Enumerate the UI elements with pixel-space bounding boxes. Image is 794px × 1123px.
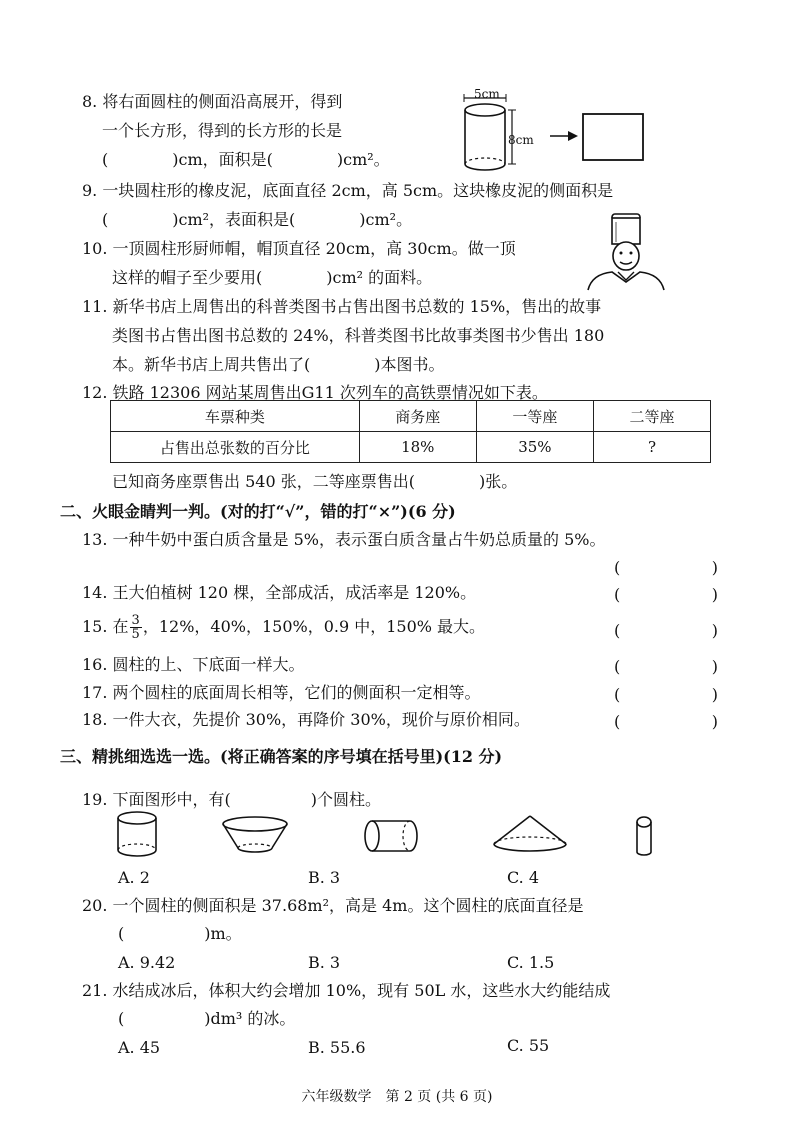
paren-close: ) xyxy=(711,558,718,577)
q20-line2: ( )m。 xyxy=(118,924,242,943)
paren-open: ( xyxy=(614,657,621,676)
cylinder-shape xyxy=(118,812,156,856)
section2-title: 二、火眼金睛判一判。(对的打“√”，错的打“×”)(6 分) xyxy=(60,502,456,521)
cone-shape xyxy=(494,816,566,851)
q14-text: 14. 王大伯植树 120 棵，全部成活，成活率是 120%。 xyxy=(82,583,477,602)
q21-line1: 21. 水结成冰后，体积大约会增加 10%，现有 50L 水，这些水大约能结成 xyxy=(82,981,611,1000)
q11-line1: 11. 新华书店上周售出的科普类图书占售出图书总数的 15%，售出的故事 xyxy=(82,297,602,316)
paren-close: ) xyxy=(711,585,718,604)
paren-close: ) xyxy=(711,712,718,731)
q20-option-c[interactable]: C. 1.5 xyxy=(507,953,555,972)
q20-option-a[interactable]: A. 9.42 xyxy=(118,953,176,972)
q20-line1: 20. 一个圆柱的侧面积是 37.68m²，高是 4m。这个圆柱的底面直径是 xyxy=(82,896,584,915)
paren-open: ( xyxy=(614,685,621,704)
table-header-cell: 商务座 xyxy=(359,401,476,432)
q18-text: 18. 一件大衣，先提价 30%，再降价 30%，现价与原价相同。 xyxy=(82,710,530,729)
q9-line1: 9. 一块圆柱形的橡皮泥，底面直径 2cm，高 5cm。这块橡皮泥的侧面积是 xyxy=(82,181,614,200)
q15-text xyxy=(82,614,485,641)
q11-line3: 本。新华书店上周共售出了( )本图书。 xyxy=(112,355,445,374)
q16-text: 16. 圆柱的上、下底面一样大。 xyxy=(82,655,305,674)
paren-open: ( xyxy=(614,712,621,731)
q14-answer-parens[interactable] xyxy=(614,585,718,604)
page-footer: 六年级数学 第 2 页 (共 6 页) xyxy=(301,1089,493,1105)
chef-icon xyxy=(582,210,672,290)
q12-line2: 已知商务座票售出 540 张，二等座票售出( )张。 xyxy=(112,472,518,491)
q19-option-b[interactable]: B. 3 xyxy=(308,868,341,887)
q15-answer-parens[interactable] xyxy=(614,621,718,640)
fraction-denominator: 5 xyxy=(131,627,140,642)
section3-title: 三、精挑细选选一选。(将正确答案的序号填在括号里)(12 分) xyxy=(60,747,503,766)
fraction xyxy=(130,614,142,641)
q21-option-b[interactable]: B. 55.6 xyxy=(308,1038,366,1057)
q15-suffix: ，12%，40%，150%，0.9 中，150% 最大。 xyxy=(142,617,486,636)
q10-line2: 这样的帽子至少要用( )cm² 的面料。 xyxy=(112,268,433,287)
q15-prefix: 15. 在 xyxy=(82,617,129,636)
q16-answer-parens[interactable] xyxy=(614,657,718,676)
q19-option-a[interactable]: A. 2 xyxy=(118,868,150,887)
paren-open: ( xyxy=(614,621,621,640)
q8-line2: 一个长方形，得到的长方形的长是 xyxy=(102,121,343,140)
table-cell: 35% xyxy=(476,432,593,463)
q21-line2: ( )dm³ 的冰。 xyxy=(118,1009,296,1028)
q19-option-c[interactable]: C. 4 xyxy=(507,868,540,887)
q21-option-a[interactable]: A. 45 xyxy=(118,1038,161,1057)
q20-option-b[interactable]: B. 3 xyxy=(308,953,341,972)
table-header-cell: 二等座 xyxy=(593,401,710,432)
q9-line2: ( )cm²，表面积是( )cm²。 xyxy=(102,210,413,229)
q8-line1: 8. 将右面圆柱的侧面沿高展开，得到 xyxy=(82,92,343,111)
table-cell: 18% xyxy=(359,432,476,463)
table-header-row xyxy=(111,401,711,432)
paren-open: ( xyxy=(614,585,621,604)
table-cell: ? xyxy=(593,432,710,463)
q13-answer-parens[interactable] xyxy=(614,558,718,577)
q19-shapes xyxy=(110,810,690,865)
q17-text: 17. 两个圆柱的底面周长相等，它们的侧面积一定相等。 xyxy=(82,683,481,702)
fraction-numerator: 3 xyxy=(131,613,140,628)
q8-fig-top-label: 5cm xyxy=(474,87,500,101)
horizontal-cylinder-shape xyxy=(365,821,417,851)
q8-line3: ( )cm，面积是( )cm²。 xyxy=(102,150,390,169)
frustum-shape xyxy=(223,817,287,852)
q11-line2: 类图书占售出图书总数的 24%，科普类图书比故事类图书少售出 180 xyxy=(112,326,605,345)
q17-answer-parens[interactable] xyxy=(614,685,718,704)
q13-text: 13. 一种牛奶中蛋白质含量是 5%，表示蛋白质含量占牛奶总质量的 5%。 xyxy=(82,530,606,549)
q8-fig-side-label: 8cm xyxy=(508,133,534,147)
table-cell: 占售出总张数的百分比 xyxy=(111,432,360,463)
paren-close: ) xyxy=(711,685,718,704)
table-header-cell: 一等座 xyxy=(476,401,593,432)
paren-close: ) xyxy=(711,657,718,676)
q10-line1: 10. 一顶圆柱形厨师帽，帽顶直径 20cm，高 30cm。做一顶 xyxy=(82,239,516,258)
slanted-cylinder-shape xyxy=(637,817,651,855)
paren-open: ( xyxy=(614,558,621,577)
paren-close: ) xyxy=(711,621,718,640)
table-header-cell: 车票种类 xyxy=(111,401,360,432)
q18-answer-parens[interactable] xyxy=(614,712,718,731)
q21-option-c[interactable]: C. 55 xyxy=(507,1036,550,1055)
table-row xyxy=(111,432,711,463)
ticket-table xyxy=(110,400,711,463)
q19-line1: 19. 下面图形中，有( )个圆柱。 xyxy=(82,790,382,809)
q12-line1: 12. 铁路 12306 网站某周售出G11 次列车的高铁票情况如下表。 xyxy=(82,383,548,402)
